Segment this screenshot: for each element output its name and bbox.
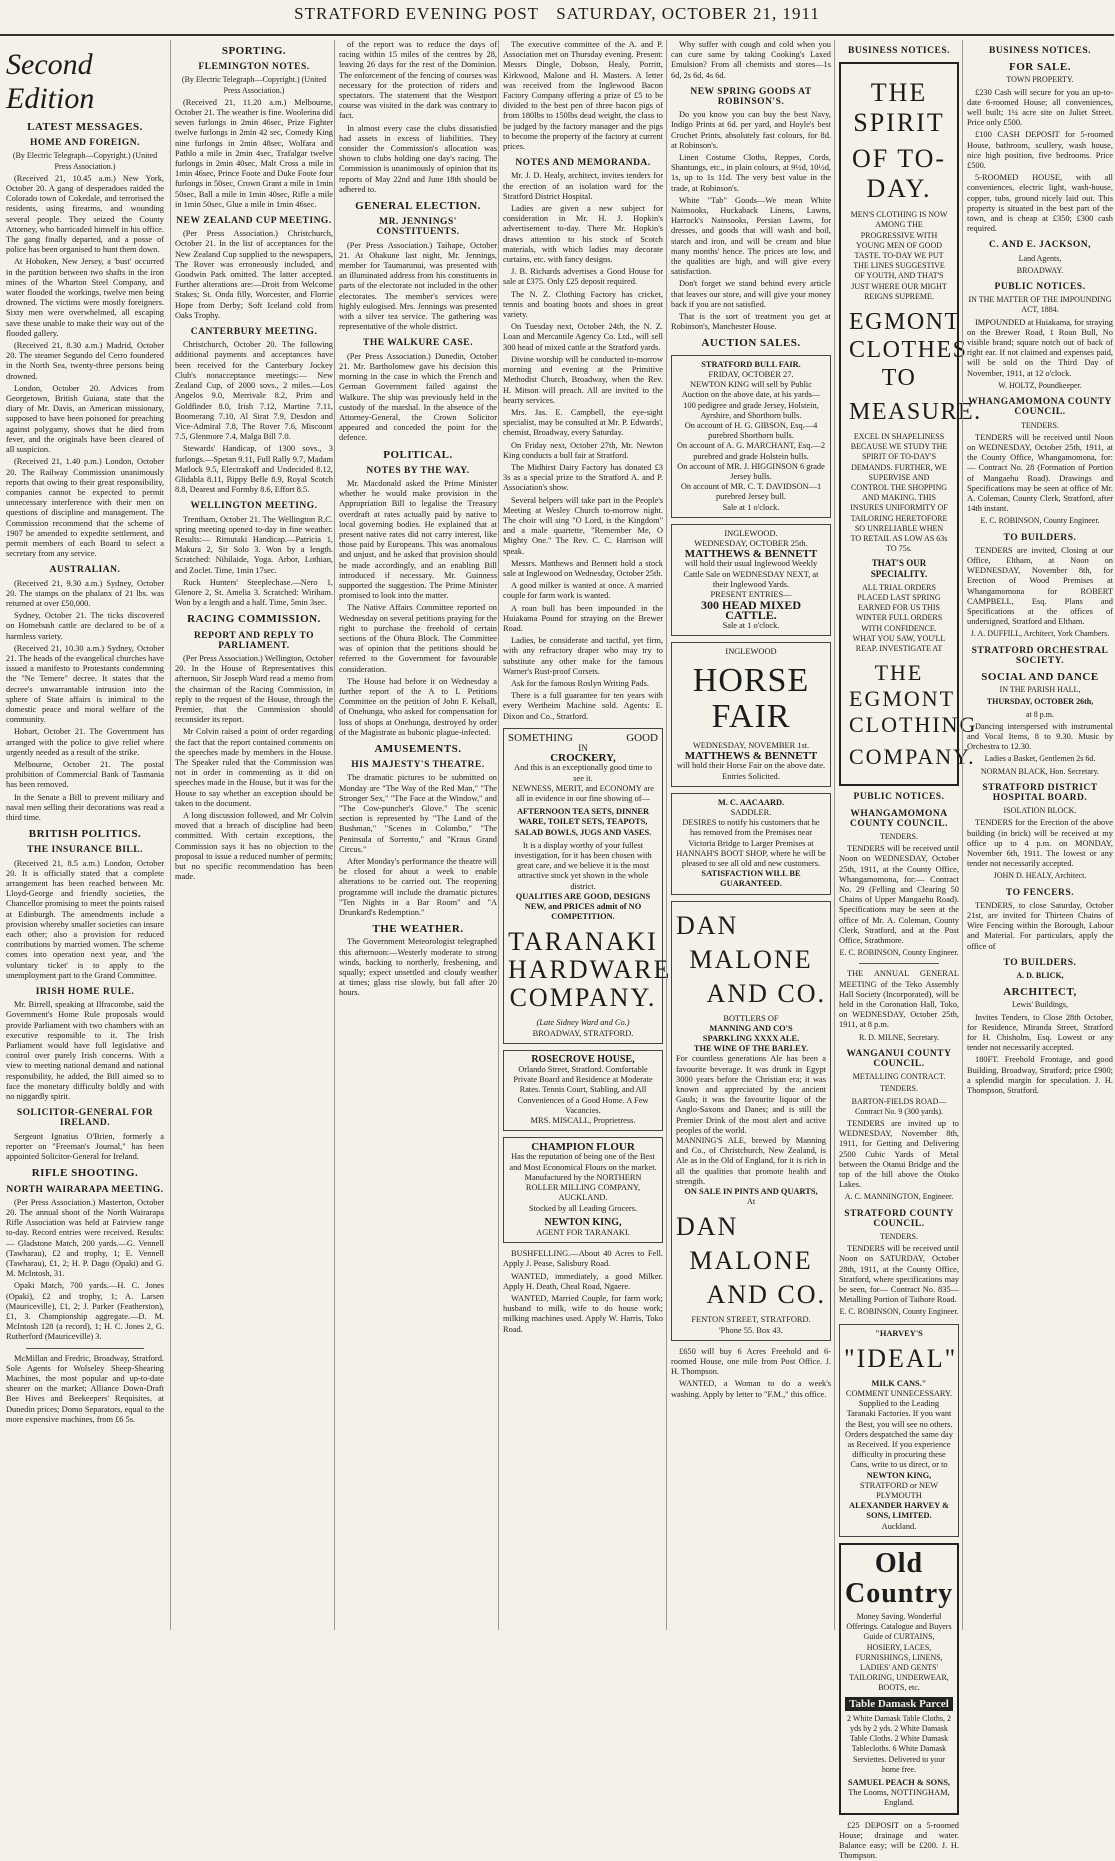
cans-alexander: ALEXANDER HARVEY & SONS, LIMITED.: [849, 1501, 949, 1521]
heading-notes-memoranda: NOTES AND MEMORANDA.: [515, 158, 651, 169]
news-paragraph: On Friday next, October 27th, Mr. Newton King conducts a bull fair at Stratford.: [503, 440, 663, 460]
dan-malone-advert: [671, 901, 831, 1341]
crockery-text-2: It is a display worthy of your fullest investigation, for it has been chosen with great care, and we believe it is the most attractive stock yet shown in the whole district.: [514, 840, 652, 891]
credit-line: (By Electric Telegraph—Copyright.) (United Press Association.): [12, 151, 158, 171]
column-4: [498, 40, 672, 1630]
cans-stratford: STRATFORD or NEW PLYMOUTH: [859, 1480, 939, 1501]
heading-jennings: MR. JENNINGS' CONSTITUENTS.: [376, 217, 460, 238]
spirit-text: MEN'S CLOTHING IS NOW AMONG THE PROGRESSIVE WITH YOUNG MEN OF GOOD TASTE. TO-DAY WE PUT THE LINES SUGGESTIVE OF YOUTH, AND THAT'S JUST WHERE OUR MIGHT REIGNS SUPREME.: [850, 210, 948, 301]
classified: WANTED, immediately, a good Milker. Apply H. Death, Cheal Road, Ngaere.: [503, 1271, 663, 1291]
looms-address: The Looms, NOTTINGHAM, England.: [848, 1788, 950, 1808]
column-2: [170, 40, 337, 1630]
harvey-label: "HARVEY'S: [875, 1328, 923, 1338]
speciality-line: THAT'S OUR SPECIALITY.: [870, 558, 928, 579]
crockery-text-3: QUALITIES ARE GOOD, DESIGNS NEW, and PRICES admit of NO COMPETITION.: [515, 891, 651, 922]
column-1: [6, 40, 168, 1630]
news-paragraph: Mr. Birrell, speaking at Ilfracombe, said the Government's Home Rule proposals would provide Parliament with two chambers with an executive responsible to it. The Irish Parliament would have full legislative and control over purely Irish concerns. With a view to meeting national demand and national responsibility, he added, the Bill aimed so to face the monetary difficulty boldly and with no niggardly spirit.: [6, 1000, 164, 1102]
news-paragraph: (Per Press Association.) Christchurch, October 21. In the list of acceptances for the New Zealand Cup supplied to the newspapers, The Rover was erroneously included, and Goodwin Park omitted. The latter accepted. Further alterations are:—Droit from Welcome Stakes; St. Onda filly, Worcester, and Florrie Hope from Derby; Soft Iceland cold from Oaks Trophy.: [175, 229, 333, 320]
heading-canterbury: CANTERBURY MEETING.: [190, 327, 318, 338]
heading-insurance-bill: THE INSURANCE BILL.: [27, 845, 143, 856]
heading-to-builders: TO BUILDERS.: [1003, 532, 1077, 543]
column-6: [834, 40, 982, 1861]
phone-box: 'Phone 55. Box 43.: [719, 1325, 783, 1335]
heading-rifle-shooting: RIFLE SHOOTING.: [31, 1167, 139, 1180]
heading-irish-home-rule: IRISH HOME RULE.: [35, 987, 135, 998]
news-paragraph: Stewards' Handicap, of 1300 sovs., 3 furlongs.—Spetan 9.11, Full Rally 9.7, Madam Matlock 9.5, Electrakoff and Undecided 8.12, Glidabla 8.11, Bippy Belle 8.9, Royal Scotch 8.8, Dearest and Formby 8.6, Effort 8.5.: [175, 444, 333, 495]
milk-cans-advert: [839, 1324, 959, 1537]
news-paragraph: Melbourne, October 21. The postal prohibition of Commercial Bank of Tasmania has been removed.: [6, 759, 164, 790]
egmont-text-2: ALL TRIAL ORDERS PLACED LAST SPRING EARNED FOR US THIS WINTER FULL ORDERS WITH CONFIDENCE. WHAT YOU SAW, YOU'LL REAP. INVESTIGATE AT: [852, 582, 946, 654]
news-paragraph: That is the sort of treatment you get at Robinson's, Manchester House.: [671, 312, 831, 332]
heading-notes-by-the-way: NOTES BY THE WAY.: [366, 465, 470, 476]
heading-business-notices: BUSINESS NOTICES.: [848, 46, 950, 56]
news-paragraph: (Received 21, 10.45 a.m.) New York, October 20. A gang of desperadoes raided the Colorado town of Cokedale, and terrorised the residents, using firearms, and wounding several people. They seized the County Attorney, who barricaded himself in his office. The gang finally departed, and a posse of police has been organised to hunt them down.: [6, 173, 164, 255]
cans-newton-king: NEWTON KING,: [866, 1470, 932, 1480]
news-paragraph: The Native Affairs Committee reported on Wednesday on several petitions praying for the right to purchase the freehold of certain sections of the Ohura Block. The Committee was of opinion that the petitions should be referred to the Government for favourable consideration.: [339, 603, 497, 674]
ale-text: For countless generations Ale has been a favourite beverage. It was drunk in Egypt 3000 years before the Christian era; it was known and appreciated by the ancient Gauls; it was the favourite liquor of the Anglo-Saxons and Danes; and is still the Premier Drink of the most alert and active peoples of the world.: [676, 1054, 826, 1135]
notice-paragraph: £230 Cash will secure for you an up-to-date 6-roomed House; all conveniences, well built; 1¼ acre site on Juliet Street. Price only £500.: [967, 87, 1113, 128]
classified: BUSHFELLING.—About 40 Acres to Fell. Apply J. Pease, Salisbury Road.: [503, 1249, 663, 1269]
news-paragraph: (Received 21, 8.30 a.m.) Madrid, October 20. The steamer Segundo del Cerro foundered in the North Sea, twenty-three persons being drowned.: [6, 341, 164, 381]
heading-political: POLITICAL.: [383, 448, 453, 461]
champion-flour-advert: [503, 1137, 663, 1243]
horse-fair-place: INGLEWOOD: [725, 646, 777, 656]
auctioneer-name: MATTHEWS & BENNETT: [684, 548, 818, 561]
heading-spring-goods: NEW SPRING GOODS AT ROBINSON'S.: [690, 86, 812, 108]
auctioneer-name: MATTHEWS & BENNETT: [684, 750, 818, 763]
heading-amusements: AMUSEMENTS.: [374, 743, 462, 755]
heading-british-politics: BRITISH POLITICS.: [28, 828, 142, 841]
metalling-label: METALLING CONTRACT.: [852, 1072, 946, 1082]
rosecrove-proprietress: MRS. MISCALL, Proprietress.: [530, 1116, 636, 1126]
news-paragraph: Several helpers will take part in the People's Meeting at Wesley Church to-morrow night. The choir will sing "O Lord, is the Kingdom" and a male quartette, "Remember Me, O Mighty One." The Rev. C. C. Harrison will speak.: [503, 495, 663, 556]
tenders-label: TENDERS.: [880, 831, 918, 841]
taranaki-hardware-address: BROADWAY, STRATFORD.: [532, 1028, 634, 1038]
egmont-clothing-advert: [839, 62, 982, 786]
news-paragraph: The Midhirst Dairy Factory has donated £3 3s as a special prize to the Stratford A. and P. Association's show.: [503, 462, 663, 493]
news-paragraph: The Government Meteorologist telegraphed this afternoon:—Westerly moderate to strong winds, backing to northerly, freshening, and squally; expect unsettled and cloudy weather at times; glass rise slowly, but fall after 20 hours.: [339, 937, 497, 998]
inglewood-cattle: 300 HEAD MIXED CATTLE.: [700, 598, 801, 623]
news-paragraph: Christchurch, October 20. The following additional payments and acceptances have been received for the Canterbury Jockey Club's nonacceptance meetings:— New Zealand Cup, of 2000 sovs., 2 miles.—Los Angelos 9.0, Merrivale 8.2, Prim and Goldfinder 8.0, Irish 7.12, Martine 7.11, Boomerang 7.10, Al Sirat 7.9, Desdon and Vice-Admiral 7.8, The Rover 7.6, Miscount 7.5, Glenmore 7.4, Malga Bill 7.0.: [175, 340, 333, 442]
second-edition-title: Second Edition: [6, 48, 95, 115]
masthead-date: SATURDAY, OCTOBER 21, 1911: [556, 4, 820, 23]
champion-title: CHAMPION FLOUR: [531, 1141, 635, 1154]
ideal-label: "IDEAL": [844, 1343, 958, 1373]
crockery-word-something: SOMETHING: [508, 731, 573, 744]
horse-fair-advert: [671, 642, 831, 787]
news-paragraph: Don't forget we stand behind every article that leaves our store, and will give your money back if you are not satisfied.: [671, 279, 831, 309]
taranaki-hardware-name: TARANAKI HARDWARE COMPANY.: [508, 927, 672, 1013]
signature: A. C. MANNINGTON, Engineer.: [844, 1192, 954, 1202]
on-sale: ON SALE IN PINTS AND QUARTS,: [684, 1187, 818, 1197]
crockery-word-crockery: CROCKERY,: [550, 752, 616, 765]
damask-title: Table Damask Parcel: [845, 1697, 953, 1711]
town-property: TOWN PROPERTY.: [1006, 75, 1074, 85]
classified: £650 will buy 6 Acres Freehold and 6-roomed House, one mile from Post Office. J. H. Thompson.: [671, 1346, 831, 1377]
news-paragraph: Ask for the famous Roslyn Writing Pads.: [511, 678, 649, 688]
news-paragraph: (Received 21, 8.5 a.m.) London, October 20. It is officially stated that a complete arrangement has been reached between Mr. Lloyd-George and friendly societies, the Chancellor promising to meet the points raised at Edinburgh. The amendments include a provision whereby smaller societies can insure each other; also a provision for reduced contributions by married women. The scheme comes into operation next year, and 'the voluntary ticket' is to apply to the unemployment part to the Grand Committee.: [6, 858, 164, 980]
news-paragraph: of the report was to reduce the days of racing within 15 miles of the centres by 28, leaving 26 days for the rest of the Dominion. The enforcement of the fencing of courses was necessary for the protection of riders and spectators. The statement that the Westport course was visited in the dark was contrary to fact.: [339, 40, 497, 121]
news-paragraph: (Received 21, 1.40 p.m.) London, October 20. The Railway Commission unanimously reports that owing to their great responsibility, companies cannot be expected to permit unnecessary interference with their men on questions of discipline and management. The Commission recommend that the scheme of 1907 be amended to expedite settlement, and permit members of each Board to select a secretary from any service.: [6, 457, 164, 559]
heading-sporting: SPORTING.: [221, 45, 287, 57]
heading-to-fencers: TO FENCERS.: [1005, 887, 1075, 898]
masthead-paper: STRATFORD EVENING POST: [294, 4, 540, 23]
signature: E. C. ROBINSON, County Engineer.: [839, 948, 959, 958]
news-paragraph: Hobart, October 21. The Government has arranged with the police to give relief where urgently needed as a result of the strike.: [6, 727, 164, 757]
old-country-advert: [839, 1543, 959, 1815]
saddler-guarantee: SATISFACTION WILL BE GUARANTEED.: [701, 869, 801, 889]
news-paragraph: Mr Colvin raised a point of order regarding the fact that the report contained comments on the speeches made by members in the House. The Speaker ruled that the Commission was not in order in commenting as it did on speeches made in the House, but it was for the House to say whether an exception should be taken to the document.: [175, 727, 333, 808]
news-paragraph: Why suffer with cough and cold when you can cure same by taking Cooking's Laxed Emulsion? From all chemists and stores—1s 6d, 2s 6d, 4s 6d.: [671, 40, 831, 80]
notice-paragraph: Dancing interspersed with instrumental and Vocal Items, 8 to 9.30. Music by Orchestra to 12.30.: [967, 721, 1113, 752]
notice-paragraph: TENDERS will be received until Noon on WEDNESDAY, October 25th, 1911, at the County Office, Whangamomona, for:— Contract No. 29 (Felling and Clearing 50 Chains of Upper Mangaehu Road). Specifications may be seen at the office of Mr. A. Coleman, County Clerk, Stratford, and at the Post Office, Strathmore.: [839, 844, 959, 945]
damask-text: 2 White Damask Table Cloths, 2 yds by 2 yds. 2 White Damask Table Cloths. 2 White Damask Tablecloths. 6 White Damask Serviettes. Delivered to your home free.: [846, 1713, 952, 1774]
signature: NORMAN BLACK, Hon. Secretary.: [980, 766, 1100, 776]
heading-general-election: GENERAL ELECTION.: [355, 200, 481, 213]
news-paragraph: Linen Costume Cloths, Reppes, Cords, Shantungs, etc., in plain colours, at 9½d, 10½d, 1s, up to 1s 11d. The very best value in the trade, at Robinson's.: [671, 153, 831, 193]
news-paragraph: At Hoboken, New Jersey, a 'bust' occurred in the partition between two shafts in the iron mines of the Wharton Steel Company, and water flooded the workings, twelve men being drowned. The victims were mostly foreigners. Sixty men were overwhelmed, all escaping save these unable to make their way out of the flooded gallery.: [6, 257, 164, 338]
news-paragraph: (Per Press Association.) Taihape, October 21. At Ohakune last night, Mr. Jennings, member for Taumarunui, was presented with an illuminated address from his constituents in parts of the electorate not included in the other electorates. The member's services were highly eulogised. Mrs. Jennings was presented with a silver tea service. The gathering was representative of the whole district.: [339, 240, 497, 332]
bull-fair-date: FRIDAY, OCTOBER 27.: [708, 369, 794, 379]
news-paragraph: Messrs. Matthews and Bennett hold a stock sale at Inglewood on Wednesday, October 25th.: [503, 558, 663, 578]
signature: JOHN D. HEALY, Architect.: [993, 871, 1087, 881]
news-paragraph: Ladies, be considerate and tactful, yet firm, with any refractory draper who may try to substitute any other make for the famous Warner's Rust-proof Corsets.: [503, 636, 663, 676]
signature: E. C. ROBINSON, County Engineer.: [980, 516, 1100, 526]
news-paragraph: (Per Press Association.) Dunedin, October 21. Mr. Bartholomew gave his decision this morning in the case in which the French and German Government failed against the Walkure. The ship was previously held in the custody of the marshal. In the absence of the Attorney-General, the Crown Solicitor appeared and conceded the point for the defence.: [339, 351, 497, 443]
heading-theatre: HIS MAJESTY'S THEATRE.: [351, 760, 485, 771]
news-paragraph: There is a full guarantee for ten years with every Wertheim Machine sold. Agents: E. Dixon and Co., Stratford.: [503, 691, 663, 721]
old-country-title-2: Country: [845, 1577, 954, 1609]
crockery-word-good: GOOD: [626, 731, 658, 744]
news-paragraph: Sergeant Ignatius O'Brien, formerly a reporter on "Freeman's Journal," has been appointed Solicitor-General for Ireland.: [6, 1131, 164, 1162]
dance-time: at 8 p.m.: [1026, 709, 1054, 719]
signature: E. C. ROBINSON, County Engineer.: [839, 1307, 959, 1317]
taranaki-hardware-sub: (Late Sidney Ward and Co.): [536, 1018, 630, 1028]
dance-date: THURSDAY, OCTOBER 26th,: [986, 697, 1094, 707]
blick-name: A. D. BLICK,: [1016, 971, 1064, 981]
egmont-title-1: EGMONT CLOTHES TO: [849, 309, 968, 392]
cans-text: Supplied to the Leading Taranaki Factories. If you want the Best, you will see no others. Orders despatched the same day as Received. If you experience difficulty in procuring these Cans, write to us direct, or to: [845, 1399, 953, 1470]
heading-to-builders-2: TO BUILDERS.: [1003, 957, 1077, 968]
classified: WANTED, Married Couple, for farm work; husband to milk, wife to do house work; milking machines used. Apply W. Harris, Toko Road.: [503, 1293, 663, 1334]
signature: J. A. DUFFILL, Architect, York Chambers.: [970, 629, 1110, 639]
heading-solicitor-general: SOLICITOR-GENERAL FOR IRELAND.: [16, 1108, 154, 1129]
social-dance: SOCIAL AND DANCE: [981, 670, 1099, 683]
rosecrove-text: Orlando Street, Stratford. Comfortable Private Board and Residence at Moderate Rates. Tennis Court, Stabling, and All Conveniences of a Good Home. A Few Vacancies.: [513, 1065, 653, 1115]
company-name-2: COMPANY.: [849, 744, 976, 770]
cans-auckland: Auckland.: [881, 1521, 917, 1531]
classified: 180FT. Freehold Frontage, and good Building, Broadway, Stratford; price £900; a splendid margin for speculation. J. H. Thompson, Stratford.: [967, 1055, 1113, 1096]
bull-fair-line: On account of A. G. MARCHANT, Esq.—2 purebred and grade Holstein bulls.: [676, 441, 826, 461]
divider: [26, 1348, 144, 1349]
saddler-text: DESIRES to notify his customers that he has removed from the Premises near Victoria Bridge to Larger Premises at HANNAH'S BOOT SHOP, where he will be pleased to see all old and new customers.: [676, 818, 826, 868]
heading-walkure: THE WALKURE CASE.: [363, 338, 473, 349]
rosecrove-advert: [503, 1050, 663, 1131]
fenton-street: FENTON STREET, STRATFORD.: [691, 1315, 811, 1325]
heading-flemington: FLEMINGTON NOTES.: [198, 62, 310, 73]
news-paragraph: A good milker is wanted at once. A married couple for farm work is wanted.: [503, 581, 663, 601]
milk-cans-label: MILK CANS.": [871, 1378, 927, 1388]
manning-text: MANNING'S ALE, brewed by Manning and Co., of Christchurch, New Zealand, is Ale as in the Old of England, for it is rich in all the qualities that promote health and strength.: [676, 1136, 826, 1186]
news-paragraph: A roan bull has been impounded in the Huiakama Pound for straying on the Brewer Road.: [503, 603, 663, 633]
saddler-title: SADDLER.: [730, 807, 772, 817]
crockery-word-in: IN: [578, 743, 588, 753]
crockery-advert: [503, 728, 672, 1044]
notice-paragraph: Invites Tenders, to Close 28th October, for Residence, Miranda Street, Stratford for H. Chisholm, Esq. Lowest or any tender not necessarily accepted.: [967, 1012, 1113, 1053]
heading-report-reply: REPORT AND REPLY TO PARLIAMENT.: [193, 630, 315, 651]
impounding-act: IN THE MATTER OF THE IMPOUNDING ACT, 1884.: [968, 295, 1112, 315]
inglewood-sale-advert: [671, 524, 831, 636]
crockery-items: AFTERNOON TEA SETS, DINNER WARE, TOILET SETS, TEAPOTS, SALAD BOWLS, JUGS AND VASES.: [514, 807, 652, 837]
heading-wanganui: WANGANUI COUNTY COUNCIL.: [846, 1048, 952, 1069]
champion-agent-line: AGENT FOR TARANAKI.: [536, 1227, 630, 1237]
tenders-label: TENDERS.: [880, 1084, 918, 1094]
manning-company: MANNING AND CO'S: [709, 1023, 793, 1033]
parish-hall: IN THE PARISH HALL,: [999, 685, 1081, 695]
news-paragraph: In the Senate a Bill to prevent military and naval men selling their decorations was read a third time.: [6, 792, 164, 822]
heading-wellington-meeting: WELLINGTON MEETING.: [190, 501, 318, 512]
signature: W. HOLTZ, Poundkeeper.: [998, 380, 1082, 390]
classified: WANTED, a Woman to do a week's washing. Apply by letter to "F.M.," this office.: [671, 1379, 831, 1399]
dance-admission: Ladies a Basket, Gentlemen 2s 6d.: [984, 754, 1096, 764]
heading-auction-sales: AUCTION SALES.: [701, 337, 801, 350]
divider: [859, 963, 939, 964]
agent-address: BROADWAY.: [1016, 265, 1064, 275]
news-paragraph: Ruck Hunters' Steeplechase.—Nero 1, Glenore 2, St. Amelia 3. Scratched: Wiriham. Won by a length and a half. Time, 5min 3sec.: [175, 577, 333, 608]
news-paragraph: (Received 21, 10.30 a.m.) Sydney, October 21. The heads of the evangelical churches have issued a manifesto to Protestants condemning the "Ne Temere" decree. It states that the decree's unwarrantable intrusion into the sphere of State affairs is inimical to the domestic peace and moral welfare of the community.: [6, 643, 164, 725]
heading-whangamomona-2: WHANGAMOMONA COUNTY COUNCIL.: [968, 397, 1112, 418]
heading-home-foreign: HOME AND FOREIGN.: [29, 138, 141, 149]
column-7: [962, 40, 1115, 1630]
advert-paragraph: McMillan and Fredric, Broadway, Stratford. Sole Agents for Wolseley Sheep-Shearing Machines, the most popular and up-to-date shearer on the market; Alliance Down-Draft Bee Hives and Beekeepers' Requisites, at Dunedin prices; Domo Separators, equal to the more expensive machines, from £6 5s.: [6, 1353, 164, 1424]
inglewood-date: WEDNESDAY, OCTOBER 25th.: [694, 538, 808, 548]
credit-line: (By Electric Telegraph—Copyright.) (United Press Association.): [181, 75, 327, 95]
news-paragraph: Mr. Macdonald asked the Prime Minister whether he would make provision in the Appropriation Bill to legalise the Treasury overdraft at rates actually paid by native to local governing bodies. He explained that at present native rates did not carry interest, like those paid by Europeans. This was anomalous and unjust, and he asked that provision should be made accordingly, and an enabling Bill introduced if necessary. Mr. Guinness supported the suggestion. The Prime Minister promised to look into the matter.: [339, 478, 497, 601]
signature: R. D. MILNE, Secretary.: [858, 1032, 940, 1042]
horse-fair-entries: Entries Solicited.: [722, 771, 780, 781]
blick-architect: ARCHITECT,: [1003, 986, 1077, 999]
heading-hospital: STRATFORD DISTRICT HOSPITAL BOARD.: [982, 782, 1098, 803]
notice-paragraph: TENDERS will be received until Noon on SATURDAY, October 28th, 1911, at the County Office, Stratford, where specifications may be seen, for— Contract No. 835—Metalling Portion of Taihore Road.: [839, 1244, 959, 1305]
old-country-text: Money Saving. Wonderful Offerings. Catalogue and Buyers Guide of CURTAINS, HOSIERY, LACES, FURNISHINGS, LINENS, LADIES' AND GENTS' TAILORING, UNDERWEAR, BOOTS, etc.: [846, 1611, 952, 1693]
inglewood-entries: PRESENT ENTRIES—: [710, 589, 792, 599]
news-paragraph: Trentham, October 21. The Wellington R.C. spring meeting opened to-day in fine weather. Results:— Rimutaki Handicap.—Patricia 1, Makura 2, Sir Solo 3. Won by a length. Scratched: Nihilaide, Yoga. Arbor, Lothian, and Zoclet. Time, 1min 17sec.: [175, 514, 333, 575]
heading-stratford-county: STRATFORD COUNTY COUNCIL.: [844, 1208, 954, 1229]
crockery-list-intro: NEWNESS, MERIT, and ECONOMY are all in evidence in our fine showing of—: [512, 783, 654, 804]
horse-fair-text: will hold their Horse Fair on the above date.: [676, 761, 826, 771]
bull-fair-time: Sale at 1 o'clock.: [722, 502, 780, 512]
egmont-text: EXCEL IN SHAPELINESS BECAUSE WE STUDY THE SPIRIT OF TO-DAY'S DEMANDS. FURTHER, WE SUPERVISE AND CONTROL THE SHOPPING AND MAKING. THIS INSURES UNIFORMITY OF TAILORING HERETOFORE SO UNRELIABLE WHEN TO RETAIL AS LOW AS 63s TO 75s.: [850, 432, 948, 554]
notice-paragraph: 5-ROOMED HOUSE, with all conveniences, electric light, wash-house, copper, tubs, ground nicely laid out. This property is situated in the best part of the town, and is cheap at £350; £300 cash required.: [967, 173, 1113, 234]
heading-wairarapa: NORTH WAIRARAPA MEETING.: [6, 1184, 164, 1195]
news-paragraph: (Received 21, 11.20 a.m.) Melbourne, October 21. The weather is fine. Woolerina did seven furlongs in 2min 46sec, Prize Fighter twelve furlongs in 2min 42 sec, Comedy King nine furlongs in 2min 48sec, Wolfara and Pathlo a mile in 2min 4sec, Trafalgar twelve furlongs in 2min 40sec, Malt Cross a mile in 1min 46sec, Prince Foote and Duke Foote four furlongs in 50sec, Crown Grant a mile in 1min 50sec, Ball a mile in 1min 40sec, Rifle a mile in 1min 50sec, Glue a mile in 1min 46sec.: [175, 97, 333, 209]
notice-paragraph: £100 CASH DEPOSIT for 5-roomed House, bathroom, scullery, wash house, nice high position, five bedrooms. Price £500.: [967, 130, 1113, 171]
heading-business-notices-2: BUSINESS NOTICES.: [989, 46, 1091, 56]
news-paragraph: (Per Press Association.) Masterton, October 20. The annual shoot of the North Wairarapa Rifle Association was held at Fairview range to-day. Record entries were received. Results:— Gladstone Match, 200 yards.—G. Vennell (Tawharau), £2 and trophy, 1; E. Vennell (Tawharau), £1, 2; H. P. Dago (Opaki) and G. M. McIntosh, 31.: [6, 1197, 164, 1279]
news-paragraph: Ladies are given a new subject for consideration in Mr. H. J. Hopkin's advertisement to-day. There Mr. Hopkin's draws attention to his stock of Scotch materials, with which ladies may decorate curtains, etc. with fancy designs.: [503, 204, 663, 265]
at-word: At: [746, 1197, 756, 1207]
champion-manufacturer: Manufactured by the NORTHERN ROLLER MILLING COMPANY, AUCKLAND.: [524, 1172, 642, 1203]
notice-paragraph: IMPOUNDED at Huiakama, for straying on the Brewer Road, 1 Roan Bull, No visible brand; square notch out of back of right ear. If not claimed and expenses paid, will be sold on the Third Day of November, 1911, at 12 o'clock.: [967, 317, 1113, 378]
company-name-1: THE EGMONT CLOTHING: [849, 660, 978, 738]
bottlers-of: BOTTLERS OF: [723, 1013, 779, 1023]
news-paragraph: A long discussion followed, and Mr Colvin moved that a breach of discipline had been committed. With certain exceptions, the Commission says it has no objection to the proposal to issue a reduced number of permits; but no specific recommendation has been made.: [175, 811, 333, 882]
heading-for-sale: FOR SALE.: [1009, 61, 1071, 74]
comment-label: COMMENT UNNECESSARY.: [845, 1389, 953, 1399]
heading-racing-commission: RACING COMMISSION.: [187, 613, 321, 626]
column-5: [666, 40, 835, 1630]
notice-paragraph: TENDERS for the Erection of the above building (in brick) will be received at my office up to 4 p.m. on MONDAY, November 6th, 1911. The lowest or any tender not necessarily accepted.: [967, 818, 1113, 869]
news-paragraph: J. B. Richards advertises a Good House for sale at £375. Only £25 deposit required.: [503, 267, 663, 287]
news-paragraph: White "Tab" Goods—We mean White Nainsooks, Huckaback Linens, Lawns, Harrock's Nainsooks, Persian Lawns, for dresses, and goods that will wash and boil, starch and iron, and will be cream and blue many months' hence. The prices are low, and the qualities are high, and will give every satisfaction.: [671, 195, 831, 277]
crockery-text: And this is an exceptionally good time to see it.: [514, 763, 652, 783]
horse-fair-title: HORSE FAIR: [692, 661, 810, 735]
column-3: [334, 40, 501, 1630]
bull-fair-intro: NEWTON KING will sell by Public Auction on the above date, at his yards—: [681, 380, 821, 400]
isolation-block: ISOLATION BLOCK.: [1003, 806, 1077, 816]
champion-agent-name: NEWTON KING,: [544, 1216, 622, 1228]
bull-fair-line: On account of MR. C. T. DAVIDSON—1 purebred Jersey bull.: [680, 482, 822, 502]
heading-nz-cup: NEW ZEALAND CUP MEETING.: [176, 216, 332, 227]
heading-latest: LATEST MESSAGES.: [27, 121, 143, 133]
news-paragraph: The dramatic pictures to be submitted on Monday are "The Way of the Red Man," "The Stronger Sex," "The Face at the Window," and "The Cow-puncher's Glove." The scenic section is represented by "The Land of the Bushman," "Scenes in Colombo," "The Peninsula of Sorrento," and "Kraus Grand Circus.": [339, 773, 497, 854]
bull-fair-line: 100 pedigree and grade Jersey, Holstein, Ayrshire, and Shorthorn bulls.: [683, 400, 819, 420]
news-paragraph: On Tuesday next, October 24th, the N. Z. Loan and Mercantile Agency Co. Ltd., will sell 300 head of mixed cattle at the Stratford yards.: [503, 322, 663, 352]
notice-paragraph: THE ANNUAL GENERAL MEETING of the Teko Assembly Hall Society (Incorporated), will be held in the Coronation Hall, Toko, on WEDNESDAY, October 25th, 1911, at 8 p.m.: [839, 969, 959, 1030]
news-paragraph: After Monday's performance the theatre will be closed for about a week to enable alterations to be carried out. The reopening programme will include the dramatic pictures "Ten Nights in a Bar Room" and "A Drunkard's Redemption.": [339, 857, 497, 918]
champion-text: Has the reputation of being one of the Best and Most Economical Flours on the market.: [509, 1152, 657, 1172]
wine-of-barley: THE WINE OF THE BARLEY.: [693, 1044, 809, 1054]
notice-paragraph: TENDERS are invited, Closing at our Office, Eltham, at Noon on WEDNESDAY, November 8th, for Erection of Wood Premises at Whangamomona for ROBERT CAMPBELL, Esq. Plans and Specifications at the offices of undersigned, Stratford and Eltham.: [967, 545, 1113, 627]
and-co-word-2: AND CO.: [706, 1280, 826, 1310]
news-paragraph: In almost every case the clubs dissatisfied had assets in excess of liabilities. They consider the Commission's allocation was shown to clubs holding one day's racing. The Commission is unanimously of opinion that its reports of May 22nd and June 18th should be adhered to.: [339, 123, 497, 194]
news-paragraph: Mr. J. D. Healy, architect, invites tenders for the erection of an isolation ward for the Stratford District Hospital.: [503, 171, 663, 201]
inglewood-time: Sale at 1 o'clock.: [722, 620, 780, 630]
dan-word-2: DAN: [676, 1212, 739, 1242]
bull-fair-line: On account of MR. J. HIGGINSON 6 grade Jersey bulls.: [677, 461, 825, 481]
heading-whangamomona: WHANGAMOMONA COUNTY COUNCIL.: [850, 808, 948, 829]
bull-fair-title: STRATFORD BULL FAIR.: [701, 359, 801, 369]
agent-title: Land Agents,: [1018, 253, 1062, 263]
dan-word: DAN: [676, 910, 739, 940]
old-country-title-1: Old: [874, 1547, 924, 1579]
news-paragraph: The N. Z. Clothing Factory has cricket, tennis and boating boots and shoes in great variety.: [503, 289, 663, 320]
news-paragraph: Do you know you can buy the best Navy, Indigo Prints at 6d. per yard, and Hoyle's best Crochet Prints, absolutely fast colours, for 8d. at Robinson's.: [671, 110, 831, 150]
saddler-advert: [671, 793, 831, 895]
sparkling-ale: SPARKLING XXXX ALE.: [702, 1034, 800, 1044]
and-co-word: AND CO.: [706, 978, 826, 1008]
tenders-label: TENDERS.: [1021, 420, 1059, 430]
news-paragraph: The House had before it on Wednesday a further report of the A to L Petitions Committee on the petition of John F. Kelsall, of Onehunga, who asked for compensation for loss of shops at Onehunga, destroyed by order of the Magistrate as bubonic plague-infected.: [339, 676, 497, 737]
heading-public-notices: PUBLIC NOTICES.: [853, 792, 945, 803]
notice-paragraph: TENDERS will be received until Noon on WEDNESDAY, October 25th, 1911, at the County Office, Whangamomona, for:— Contract No. 28 (Formation of Portion of Mangaehu Road). Drawings and Specifications may be seen at office of Mr. A. Coleman, County Clerk, Stratford, after 14th instant.: [967, 432, 1113, 514]
masthead: [0, 4, 1114, 36]
blick-buildings: Lewis' Buildings,: [1011, 1000, 1069, 1010]
news-paragraph: Sydney, October 21. The ticks discovered on Homebush cattle are declared to be of a harmless variety.: [6, 611, 164, 641]
saddler-name: M. C. AACAARD.: [717, 797, 785, 807]
news-paragraph: The executive committee of the A. and P. Association met on Thursday evening. Present: Messrs Dingle, Dobson, Healy, Porritt, Kirkwood, Malone and H. Masters. A letter was received from the Inglewood Bacon Factory Company offering a prize of £5 to be divided to the best pen of three bacon pigs of from 180lbs to 150lbs dead weight, the class to be judged by the factory manager and the pigs to become the property of the factory at current prices.: [503, 40, 663, 152]
news-paragraph: (Per Press Association.) Wellington, October 20. In the House of Representatives this afternoon, Sir Joseph Ward read a memo from the chairman of the Racing Commission, in reply to the request of the House, through the Premier, that the Commission should reconsider its report.: [175, 653, 333, 725]
champion-stocked: Stocked by all Leading Grocers.: [528, 1203, 638, 1213]
news-paragraph: Mrs. Jas. E. Campbell, the eye-sight specialist, may be consulted at Mr. P. Edwards', chemist, Broadway, every Saturday.: [503, 407, 663, 438]
inglewood-title: INGLEWOOD.: [724, 528, 778, 538]
malone-word: MALONE: [689, 944, 813, 974]
news-paragraph: (Received 21, 9.30 a.m.) Sydney, October 20. The stamps on the phalanx of 21 lbs. was returned at over £50,000.: [6, 578, 164, 608]
bull-fair-line: On account of H. G. GIBSON, Esq.—4 purebred Shorthorn bulls.: [684, 420, 818, 441]
heading-weather: THE WEATHER.: [372, 923, 464, 936]
spirit-title-2: OF TO-DAY.: [851, 144, 947, 204]
bull-fair-advert: [671, 355, 831, 518]
heading-orchestral: STRATFORD ORCHESTRAL SOCIETY.: [971, 645, 1109, 666]
spirit-title-1: THE SPIRIT: [853, 78, 945, 138]
horse-fair-date: WEDNESDAY, NOVEMBER 1st.: [692, 740, 810, 750]
egmont-title-2: MEASURE.: [849, 399, 982, 426]
notice-paragraph: TENDERS, to close Saturday, October 21st, are invited for Thirteen Chains of Wire Fencing within the Borough, Labour and Material. For particulars, apply the office of: [967, 900, 1113, 951]
classified: £25 DEPOSIT on a 5-roomed House; drainage and water. Balance easy; will be £200. J. H. Thompson.: [839, 1820, 959, 1861]
tenders-label: TENDERS.: [880, 1232, 918, 1242]
news-paragraph: London, October 20. Advices from Georgetown, British Guiana, state that the diary of Mr. Davis, an American missionary, supposed to have been poisoned for preaching against polygamy, shows that he died from fever, and the originals have been cleared of all suspicion.: [6, 383, 164, 455]
inglewood-text: will hold their usual Inglewood Weekly Cattle Sale on WEDNESDAY NEXT, at their Inglewood Yards.: [683, 559, 819, 589]
rosecrove-title: ROSECROVE HOUSE,: [531, 1053, 635, 1065]
notice-paragraph: TENDERS are invited up to WEDNESDAY, November 8th, 1911, for Getting and Delivering 2500 Cubic Yards of Metal between the Otanui Bridge and the top of the hill above the Otoko Lakes.: [839, 1118, 959, 1190]
heading-public-notices-2: PUBLIC NOTICES.: [994, 282, 1086, 293]
heading-australian: AUSTRALIAN.: [49, 565, 121, 576]
samuel-peach: SAMUEL PEACH & SONS,: [848, 1777, 950, 1787]
news-paragraph: Divine worship will be conducted to-morrow morning and evening at the Primitive Methodist Church, Broadway, when the Rev. H. Mitson will preach. All are invited to the hearty services.: [503, 354, 663, 405]
news-paragraph: Opaki Match, 700 yards.—H. C. Jones (Opaki), £2 and trophy, 1; A. Larsen (Mauriceville), £1, 2; J. Parker (Featherston), £1, 3. Championship aggregate.—D. M. McIntosh 128 (a record), 1; H. C. Jones 2, G. Rutherford (Mauriceville) 3.: [6, 1281, 164, 1342]
barton-road: BARTON-FIELDS ROAD—Contract No. 9 (300 yards).: [851, 1096, 947, 1116]
malone-word-2: MALONE: [689, 1246, 813, 1276]
agent-name: C. AND E. JACKSON,: [989, 240, 1091, 251]
